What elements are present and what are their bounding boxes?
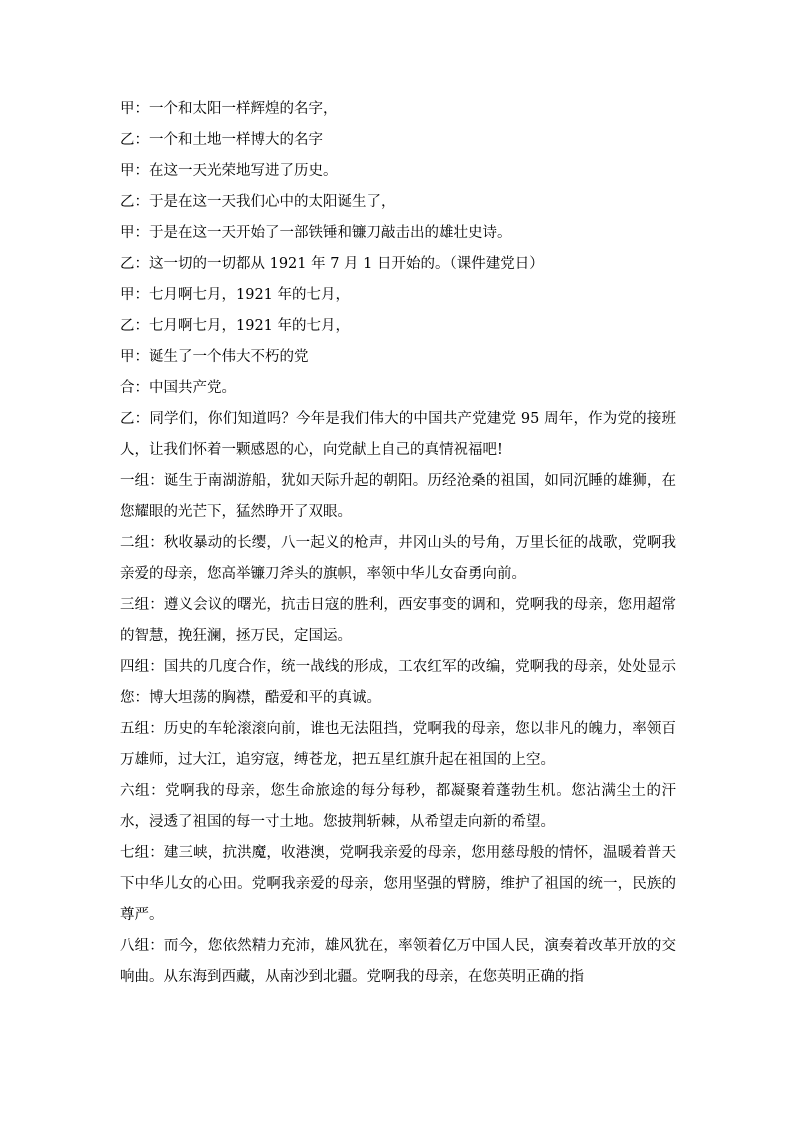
paragraph: 五组：历史的车轮滚滚向前，谁也无法阻挡，党啊我的母亲，您以非凡的魄力，率领百万雄师，过大江，追穷寇，缚苍龙，把五星红旗升起在祖国的上空。	[120, 721, 676, 768]
paragraph: 乙：于是在这一天我们心中的太阳诞生了，	[120, 194, 396, 210]
paragraph: 乙：这一切的一切都从 1921 年 7 月 1 日开始的。（课件建党日）	[120, 256, 544, 272]
paragraph: 七组：建三峡，抗洪魔，收港澳，党啊我亲爱的母亲，您用慈母般的情怀，温暖着普天下中华儿女的心田。党啊我亲爱的母亲，您用坚强的臂膀，维护了祖国的统一，民族的尊严。	[120, 845, 676, 923]
document-body	[120, 94, 676, 993]
paragraph: 甲：诞生了一个伟大不朽的党	[120, 349, 309, 365]
paragraph: 乙：七月啊七月，1921 年的七月，	[120, 318, 351, 334]
paragraph: 三组：遵义会议的曙光，抗击日寇的胜利，西安事变的调和，党啊我的母亲，您用超常的智慧，挽狂澜，拯万民，定国运。	[120, 597, 676, 644]
paragraph: 四组：国共的几度合作，统一战线的形成，工农红军的改编，党啊我的母亲，处处显示您：博大坦荡的胸襟，酷爱和平的真诚。	[120, 659, 676, 706]
paragraph: 乙：一个和土地一样博大的名字	[120, 132, 323, 148]
paragraph: 八组：而今，您依然精力充沛，雄风犹在，率领着亿万中国人民，演奏着改革开放的交响曲。从东海到西藏，从南沙到北疆。党啊我的母亲，在您英明正确的指	[120, 938, 676, 985]
paragraph: 一组：诞生于南湖游船，犹如天际升起的朝阳。历经沧桑的祖国，如同沉睡的雄狮，在您耀眼的光芒下，猛然睁开了双眼。	[120, 473, 676, 520]
paragraph: 甲：一个和太阳一样辉煌的名字，	[120, 101, 338, 117]
paragraph: 乙：同学们，你们知道吗？今年是我们伟大的中国共产党建党 95 周年，作为党的接班人，让我们怀着一颗感恩的心，向党献上自己的真情祝福吧!	[120, 411, 676, 458]
paragraph: 六组：党啊我的母亲，您生命旅途的每分每秒，都凝聚着蓬勃生机。您沾满尘土的汗水，浸透了祖国的每一寸土地。您披荆斩棘，从希望走向新的希望。	[120, 783, 676, 830]
paragraph: 甲：于是在这一天开始了一部铁锤和镰刀敲击出的雄壮史诗。	[120, 225, 512, 241]
paragraph: 甲：七月啊七月，1921 年的七月，	[120, 287, 351, 303]
paragraph: 二组：秋收暴动的长缨，八一起义的枪声，井冈山头的号角，万里长征的战歌，党啊我亲爱的母亲，您高举镰刀斧头的旗帜，率领中华儿女奋勇向前。	[120, 535, 676, 582]
paragraph: 合：中国共产党。	[120, 380, 236, 396]
paragraph: 甲：在这一天光荣地写进了历史。	[120, 163, 338, 179]
